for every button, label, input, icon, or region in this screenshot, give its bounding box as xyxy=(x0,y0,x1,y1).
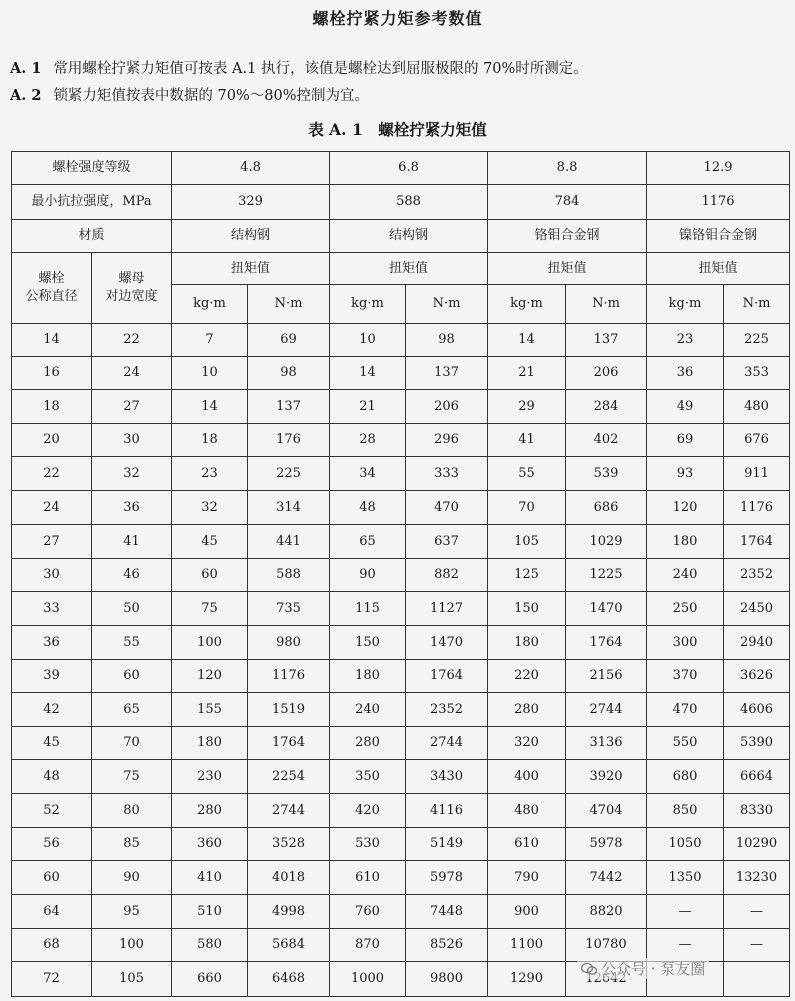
table-cell: 2940 xyxy=(724,626,790,660)
table-cell: 3430 xyxy=(406,760,488,794)
table-cell: 22 xyxy=(12,457,92,491)
table-cell: 180 xyxy=(647,525,724,559)
table-row xyxy=(12,592,790,626)
table-cell: 2744 xyxy=(566,693,647,727)
table-cell: 6468 xyxy=(248,962,330,997)
strength-value: 784 xyxy=(488,185,647,220)
strength-value: 1176 xyxy=(647,185,790,220)
table-cell: 55 xyxy=(488,457,566,491)
table-cell: 2744 xyxy=(248,794,330,828)
table-row xyxy=(12,693,790,727)
table-row xyxy=(12,357,790,390)
table-cell: 5978 xyxy=(566,828,647,861)
table-cell xyxy=(724,962,790,997)
table-cell: 280 xyxy=(172,794,248,828)
table-cell: 980 xyxy=(248,626,330,660)
table-cell: 610 xyxy=(488,828,566,861)
table-cell: — xyxy=(647,895,724,929)
table-cell: 180 xyxy=(488,626,566,660)
table-cell: 49 xyxy=(647,390,724,424)
table-cell: 36 xyxy=(12,626,92,660)
table-cell: 45 xyxy=(172,525,248,559)
table-cell: 22 xyxy=(92,324,172,357)
unit-nm: N·m xyxy=(724,285,790,324)
table-cell: 137 xyxy=(566,324,647,357)
table-cell: 410 xyxy=(172,861,248,895)
unit-kgm: kg·m xyxy=(647,285,724,324)
table-cell: 5149 xyxy=(406,828,488,861)
table-cell: 75 xyxy=(172,592,248,626)
table-cell: 300 xyxy=(647,626,724,660)
table-cell: 27 xyxy=(12,525,92,559)
grade-value: 8.8 xyxy=(488,152,647,185)
note-number: A. 1 xyxy=(10,60,42,77)
strength-value: 588 xyxy=(330,185,488,220)
table-cell: 137 xyxy=(406,357,488,390)
table-cell: 29 xyxy=(488,390,566,424)
table-cell: 13230 xyxy=(724,861,790,895)
table-cell: 42 xyxy=(12,693,92,727)
table-row xyxy=(12,760,790,794)
table-cell: 7 xyxy=(172,324,248,357)
table-cell: 1470 xyxy=(566,592,647,626)
table-cell: 14 xyxy=(488,324,566,357)
table-cell: 10 xyxy=(330,324,406,357)
table-cell: 24 xyxy=(12,491,92,525)
table-cell: 480 xyxy=(488,794,566,828)
table-cell: 21 xyxy=(488,357,566,390)
table-cell: 6664 xyxy=(724,760,790,794)
note-text: 锁紧力矩值按表中数据的 70%～80%控制为宜。 xyxy=(53,88,370,104)
table-cell: 2352 xyxy=(724,559,790,592)
unit-nm: N·m xyxy=(248,285,330,324)
note-number: A. 2 xyxy=(10,87,42,104)
table-cell: 686 xyxy=(566,491,647,525)
table-row xyxy=(12,660,790,693)
table-cell: 296 xyxy=(406,424,488,457)
nut-width-header xyxy=(92,253,172,324)
header-row-grade xyxy=(12,152,790,185)
table-cell: 2450 xyxy=(724,592,790,626)
table-cell: 180 xyxy=(330,660,406,693)
table-cell: 402 xyxy=(566,424,647,457)
table-cell: 7448 xyxy=(406,895,488,929)
chat-bubble-icon xyxy=(581,962,597,976)
table-cell: 18 xyxy=(172,424,248,457)
grade-value: 4.8 xyxy=(172,152,330,185)
table-cell: 850 xyxy=(647,794,724,828)
table-cell: 470 xyxy=(406,491,488,525)
table-cell: 1050 xyxy=(647,828,724,861)
table-cell: 1176 xyxy=(724,491,790,525)
table-cell: 280 xyxy=(488,693,566,727)
table-cell: 284 xyxy=(566,390,647,424)
table-cell: 4998 xyxy=(248,895,330,929)
torque-table xyxy=(11,151,790,997)
material-value: 结构钢 xyxy=(330,220,488,253)
table-cell: 1029 xyxy=(566,525,647,559)
unit-kgm: kg·m xyxy=(172,285,248,324)
table-cell: 80 xyxy=(92,794,172,828)
table-cell: 120 xyxy=(647,491,724,525)
table-row xyxy=(12,895,790,929)
table-cell: 18 xyxy=(12,390,92,424)
table-cell: 95 xyxy=(92,895,172,929)
table-row xyxy=(12,491,790,525)
table-cell: 48 xyxy=(330,491,406,525)
table-cell: 69 xyxy=(647,424,724,457)
table-cell: 28 xyxy=(330,424,406,457)
table-row xyxy=(12,324,790,357)
table-cell: 2254 xyxy=(248,760,330,794)
table-cell: 280 xyxy=(330,727,406,760)
table-cell: 137 xyxy=(248,390,330,424)
table-cell: 70 xyxy=(488,491,566,525)
material-value: 镍铬钼合金钢 xyxy=(647,220,790,253)
table-cell: 98 xyxy=(248,357,330,390)
table-cell: 3528 xyxy=(248,828,330,861)
table-row xyxy=(12,929,790,962)
table-cell: 60 xyxy=(92,660,172,693)
table-row xyxy=(12,390,790,424)
table-cell: 539 xyxy=(566,457,647,491)
header-row-torque xyxy=(12,253,790,285)
table-cell: 56 xyxy=(12,828,92,861)
document-title: 螺栓拧紧力矩参考数值 xyxy=(312,9,483,28)
table-cell: 36 xyxy=(647,357,724,390)
header-row-material xyxy=(12,220,790,253)
table-cell: 36 xyxy=(92,491,172,525)
table-row xyxy=(12,525,790,559)
table-cell: 660 xyxy=(172,962,248,997)
watermark-text: 公众号 · 泵友圈 xyxy=(601,960,706,978)
table-cell: 3626 xyxy=(724,660,790,693)
table-cell: 23 xyxy=(172,457,248,491)
nut-width-label-1: 螺母 xyxy=(118,271,145,287)
table-cell: 220 xyxy=(488,660,566,693)
table-row xyxy=(12,861,790,895)
table-cell: 225 xyxy=(248,457,330,491)
table-cell: 8330 xyxy=(724,794,790,828)
table-cell: 1290 xyxy=(488,962,566,997)
table-cell: 530 xyxy=(330,828,406,861)
table-row xyxy=(12,727,790,760)
table-cell: 230 xyxy=(172,760,248,794)
note-a2 xyxy=(10,84,369,105)
table-cell: 150 xyxy=(488,592,566,626)
table-cell: 176 xyxy=(248,424,330,457)
table-cell: — xyxy=(724,929,790,962)
table-cell: 1519 xyxy=(248,693,330,727)
unit-nm: N·m xyxy=(566,285,647,324)
material-value: 结构钢 xyxy=(172,220,330,253)
table-cell: 610 xyxy=(330,861,406,895)
table-cell: 75 xyxy=(92,760,172,794)
strength-value: 329 xyxy=(172,185,330,220)
table-cell: 790 xyxy=(488,861,566,895)
grade-label: 螺栓强度等级 xyxy=(12,152,172,185)
table-cell: 70 xyxy=(92,727,172,760)
table-cell: 3136 xyxy=(566,727,647,760)
table-cell: 150 xyxy=(330,626,406,660)
table-cell: 3920 xyxy=(566,760,647,794)
table-cell: 14 xyxy=(330,357,406,390)
table-cell: 30 xyxy=(92,424,172,457)
strength-label: 最小抗拉强度，MPa xyxy=(12,185,172,220)
table-row xyxy=(12,457,790,491)
table-cell: 98 xyxy=(406,324,488,357)
table-cell: — xyxy=(647,929,724,962)
bolt-diameter-label-1: 螺栓 xyxy=(38,271,65,287)
table-cell: 1764 xyxy=(724,525,790,559)
table-cell: 2156 xyxy=(566,660,647,693)
table-cell: 105 xyxy=(488,525,566,559)
table-cell: 21 xyxy=(330,390,406,424)
torque-label: 扭矩值 xyxy=(330,253,488,285)
table-cell: 7442 xyxy=(566,861,647,895)
table-cell: 120 xyxy=(172,660,248,693)
table-cell: 637 xyxy=(406,525,488,559)
table-cell: 105 xyxy=(92,962,172,997)
table-cell: 5978 xyxy=(406,861,488,895)
table-cell: 353 xyxy=(724,357,790,390)
table-cell: 1225 xyxy=(566,559,647,592)
table-cell: 240 xyxy=(647,559,724,592)
table-cell: 1000 xyxy=(330,962,406,997)
table-cell: 32 xyxy=(172,491,248,525)
table-cell: 676 xyxy=(724,424,790,457)
table-cell: 23 xyxy=(647,324,724,357)
table-cell: 580 xyxy=(172,929,248,962)
table-cell: 10290 xyxy=(724,828,790,861)
table-cell: — xyxy=(724,895,790,929)
header-row-strength xyxy=(12,185,790,220)
table-cell: 320 xyxy=(488,727,566,760)
table-cell: 510 xyxy=(172,895,248,929)
table-cell: 180 xyxy=(172,727,248,760)
table-cell: 24 xyxy=(92,357,172,390)
table-cell: 1764 xyxy=(406,660,488,693)
table-caption: 表 A. 1 螺栓拧紧力矩值 xyxy=(308,120,487,139)
table-cell: 8820 xyxy=(566,895,647,929)
table-cell: 155 xyxy=(172,693,248,727)
table-cell: 370 xyxy=(647,660,724,693)
table-row xyxy=(12,794,790,828)
table-cell: 240 xyxy=(330,693,406,727)
table-cell: 333 xyxy=(406,457,488,491)
table-cell: 4116 xyxy=(406,794,488,828)
table-cell: 30 xyxy=(12,559,92,592)
table-cell: 85 xyxy=(92,828,172,861)
table-cell: 34 xyxy=(330,457,406,491)
table-cell: 441 xyxy=(248,525,330,559)
unit-kgm: kg·m xyxy=(330,285,406,324)
table-cell: 1764 xyxy=(248,727,330,760)
table-cell: 911 xyxy=(724,457,790,491)
table-cell: 14 xyxy=(12,324,92,357)
table-cell: 39 xyxy=(12,660,92,693)
torque-label: 扭矩值 xyxy=(647,253,790,285)
material-value: 铬钼合金钢 xyxy=(488,220,647,253)
grade-value: 6.8 xyxy=(330,152,488,185)
note-text: 常用螺栓拧紧力矩值可按表 A.1 执行，该值是螺栓达到屈服极限的 70%时所测定。 xyxy=(53,61,588,77)
table-row xyxy=(12,828,790,861)
bolt-diameter-header xyxy=(12,253,92,324)
table-cell: 5684 xyxy=(248,929,330,962)
table-cell: 588 xyxy=(248,559,330,592)
note-a1 xyxy=(10,57,588,78)
table-cell: 60 xyxy=(172,559,248,592)
table-cell: 470 xyxy=(647,693,724,727)
table-cell: 10 xyxy=(172,357,248,390)
table-cell: 4704 xyxy=(566,794,647,828)
torque-label: 扭矩值 xyxy=(172,253,330,285)
table-cell: 93 xyxy=(647,457,724,491)
table-cell: 735 xyxy=(248,592,330,626)
table-cell: 250 xyxy=(647,592,724,626)
table-cell: 8526 xyxy=(406,929,488,962)
table-cell: 33 xyxy=(12,592,92,626)
table-cell: 882 xyxy=(406,559,488,592)
grade-value: 12.9 xyxy=(647,152,790,185)
table-cell: 1176 xyxy=(248,660,330,693)
table-cell: 100 xyxy=(92,929,172,962)
table-cell: 760 xyxy=(330,895,406,929)
table-cell: 2352 xyxy=(406,693,488,727)
torque-label: 扭矩值 xyxy=(488,253,647,285)
table-cell: 46 xyxy=(92,559,172,592)
table-cell: 206 xyxy=(406,390,488,424)
unit-kgm: kg·m xyxy=(488,285,566,324)
table-cell: 400 xyxy=(488,760,566,794)
table-cell: 314 xyxy=(248,491,330,525)
table-cell: 1100 xyxy=(488,929,566,962)
table-row xyxy=(12,559,790,592)
table-cell: 20 xyxy=(12,424,92,457)
table-cell: 72 xyxy=(12,962,92,997)
table-row xyxy=(12,424,790,457)
table-cell: 360 xyxy=(172,828,248,861)
table-cell: 50 xyxy=(92,592,172,626)
table-cell: 90 xyxy=(330,559,406,592)
table-cell: 225 xyxy=(724,324,790,357)
table-cell: 60 xyxy=(12,861,92,895)
table-cell: 55 xyxy=(92,626,172,660)
table-cell: 206 xyxy=(566,357,647,390)
table-cell: 32 xyxy=(92,457,172,491)
table-cell: 14 xyxy=(172,390,248,424)
table-cell: 64 xyxy=(12,895,92,929)
table-cell: 125 xyxy=(488,559,566,592)
table-cell: 90 xyxy=(92,861,172,895)
table-cell: 69 xyxy=(248,324,330,357)
table-cell: 870 xyxy=(330,929,406,962)
bolt-diameter-label-2: 公称直径 xyxy=(25,289,78,304)
watermark xyxy=(577,958,709,979)
table-cell: 4606 xyxy=(724,693,790,727)
table-cell: 48 xyxy=(12,760,92,794)
table-cell: 41 xyxy=(488,424,566,457)
table-cell: 1350 xyxy=(647,861,724,895)
table-cell: 115 xyxy=(330,592,406,626)
table-cell: 900 xyxy=(488,895,566,929)
table-cell: 45 xyxy=(12,727,92,760)
table-cell: 100 xyxy=(172,626,248,660)
table-cell: 550 xyxy=(647,727,724,760)
table-cell: 1470 xyxy=(406,626,488,660)
table-cell: 68 xyxy=(12,929,92,962)
table-row xyxy=(12,626,790,660)
table-cell: 41 xyxy=(92,525,172,559)
table-cell: 10780 xyxy=(566,929,647,962)
table-cell: 27 xyxy=(92,390,172,424)
table-cell: 1127 xyxy=(406,592,488,626)
table-cell: 480 xyxy=(724,390,790,424)
table-cell: 4018 xyxy=(248,861,330,895)
table-cell: 9800 xyxy=(406,962,488,997)
table-cell: 350 xyxy=(330,760,406,794)
table-cell: 420 xyxy=(330,794,406,828)
table-cell: 680 xyxy=(647,760,724,794)
table-cell: 2744 xyxy=(406,727,488,760)
table-cell: 5390 xyxy=(724,727,790,760)
material-label: 材质 xyxy=(12,220,172,253)
nut-width-label-2: 对边宽度 xyxy=(105,289,158,304)
table-cell: 16 xyxy=(12,357,92,390)
table-cell: 1764 xyxy=(566,626,647,660)
unit-nm: N·m xyxy=(406,285,488,324)
table-cell: 65 xyxy=(92,693,172,727)
table-cell: 52 xyxy=(12,794,92,828)
table-cell: 65 xyxy=(330,525,406,559)
